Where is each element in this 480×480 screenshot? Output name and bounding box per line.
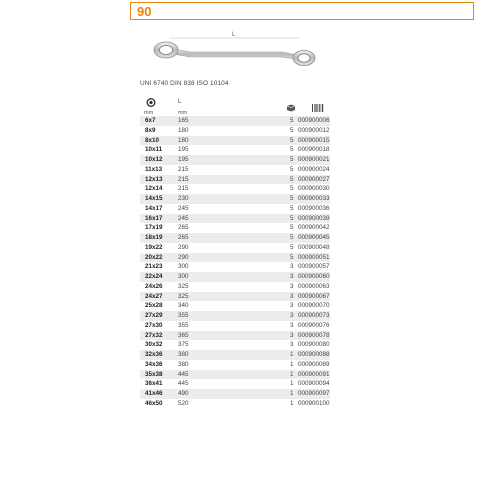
len-cell: 375 xyxy=(178,341,189,349)
table-row xyxy=(140,282,330,292)
code-cell: 000900018 xyxy=(298,146,330,154)
size-cell: 11x13 xyxy=(145,165,163,173)
size-cell: 10x11 xyxy=(145,146,163,154)
pack-cell: 1 xyxy=(290,360,294,368)
code-cell: 000900024 xyxy=(298,165,330,173)
size-cell: 8x10 xyxy=(145,136,160,144)
pack-cell: 1 xyxy=(290,390,294,397)
pack-cell: 3 xyxy=(290,282,294,290)
code-cell: 000900033 xyxy=(298,195,330,202)
pack-cell: 1 xyxy=(290,399,294,407)
len-cell: 325 xyxy=(178,292,189,300)
size-cell: 35x38 xyxy=(145,370,163,378)
pack-cell: 5 xyxy=(290,165,294,173)
length-dimension-label: L xyxy=(232,32,236,38)
len-cell: 195 xyxy=(178,156,189,163)
pack-cell: 5 xyxy=(290,136,294,144)
code-cell: 000900042 xyxy=(298,224,330,232)
table-row xyxy=(140,126,330,136)
len-cell: 490 xyxy=(178,390,189,397)
size-cell: 17x19 xyxy=(145,224,163,232)
product-header xyxy=(130,2,474,20)
table-row xyxy=(140,360,330,370)
package-icon xyxy=(286,104,296,112)
size-cell: 27x32 xyxy=(145,331,163,339)
table-row xyxy=(140,194,330,204)
table-row xyxy=(140,145,330,155)
code-cell: 000900088 xyxy=(298,351,330,358)
pack-cell: 3 xyxy=(290,321,294,329)
len-cell: 230 xyxy=(178,195,189,202)
table-row xyxy=(140,214,330,224)
code-cell: 000900048 xyxy=(298,243,330,251)
code-cell: 000900097 xyxy=(298,390,330,397)
len-cell: 445 xyxy=(178,370,189,378)
size-cell: 27x29 xyxy=(145,312,163,319)
len-cell: 340 xyxy=(178,302,189,310)
pack-cell: 1 xyxy=(290,380,294,388)
length-unit: mm xyxy=(178,110,188,116)
len-cell: 355 xyxy=(178,312,189,319)
code-cell: 000900078 xyxy=(298,331,330,339)
len-cell: 365 xyxy=(178,331,189,339)
code-cell: 000900080 xyxy=(298,341,330,349)
table-row xyxy=(140,292,330,302)
code-cell: 000900030 xyxy=(298,185,330,193)
pack-cell: 3 xyxy=(290,263,294,271)
table-row xyxy=(140,116,330,126)
size-cell: 25x28 xyxy=(145,302,163,310)
size-cell: 16x17 xyxy=(145,214,163,222)
size-cell: 24x27 xyxy=(145,292,163,300)
pack-cell: 5 xyxy=(290,234,294,241)
len-cell: 215 xyxy=(178,185,189,193)
len-cell: 300 xyxy=(178,273,189,280)
table-row xyxy=(140,350,330,360)
pack-cell: 5 xyxy=(290,214,294,222)
pack-cell: 3 xyxy=(290,292,294,300)
code-cell: 000900070 xyxy=(298,302,330,310)
size-cell: 24x26 xyxy=(145,282,163,290)
len-cell: 245 xyxy=(178,204,189,212)
table-row xyxy=(140,184,330,194)
table-row xyxy=(140,370,330,380)
pack-cell: 5 xyxy=(290,204,294,212)
table-row xyxy=(140,233,330,243)
pack-cell: 5 xyxy=(290,156,294,163)
code-cell: 000900076 xyxy=(298,321,330,329)
size-cell: 14x17 xyxy=(145,204,163,212)
code-cell: 000900091 xyxy=(298,370,330,378)
pack-cell: 3 xyxy=(290,331,294,339)
table-row xyxy=(140,340,330,350)
standards-text: UNI 6740 DIN 838 ISO 10104 xyxy=(140,80,229,87)
len-cell: 215 xyxy=(178,165,189,173)
table-row xyxy=(140,262,330,272)
size-cell: 12x14 xyxy=(145,185,163,193)
len-cell: 265 xyxy=(178,234,189,241)
wrench-size-icon xyxy=(146,98,156,107)
len-cell: 290 xyxy=(178,243,189,251)
table-row xyxy=(140,253,330,263)
code-cell: 000900089 xyxy=(298,360,330,368)
pack-cell: 5 xyxy=(290,185,294,193)
table-row xyxy=(140,165,330,175)
len-cell: 180 xyxy=(178,136,189,144)
code-cell: 000900051 xyxy=(298,253,330,261)
code-cell: 000900063 xyxy=(298,282,330,290)
pack-cell: 5 xyxy=(290,224,294,232)
size-cell: 18x19 xyxy=(145,234,163,241)
table-row xyxy=(140,175,330,185)
size-cell: 27x30 xyxy=(145,321,163,329)
code-cell: 000900015 xyxy=(298,136,330,144)
size-cell: 19x22 xyxy=(145,243,163,251)
pack-cell: 1 xyxy=(290,351,294,358)
product-table xyxy=(140,116,330,409)
code-cell: 000900021 xyxy=(298,156,330,163)
code-cell: 000900067 xyxy=(298,292,330,300)
size-cell: 8x9 xyxy=(145,126,156,134)
table-row xyxy=(140,321,330,331)
code-cell: 000900060 xyxy=(298,273,330,280)
pack-cell: 5 xyxy=(290,126,294,134)
table-row xyxy=(140,223,330,233)
code-cell: 000900045 xyxy=(298,234,330,241)
table-row xyxy=(140,311,330,321)
len-cell: 325 xyxy=(178,282,189,290)
table-row xyxy=(140,136,330,146)
size-cell: 12x13 xyxy=(145,175,163,183)
pack-cell: 3 xyxy=(290,341,294,349)
barcode-icon xyxy=(312,104,324,112)
code-cell: 000900039 xyxy=(298,214,330,222)
size-cell: 10x12 xyxy=(145,156,163,163)
pack-cell: 5 xyxy=(290,175,294,183)
len-cell: 195 xyxy=(178,146,189,154)
size-cell: 41x46 xyxy=(145,390,163,397)
size-cell: 36x41 xyxy=(145,380,163,388)
len-cell: 290 xyxy=(178,253,189,261)
size-cell: 22x24 xyxy=(145,273,163,280)
code-cell: 000900100 xyxy=(298,399,330,407)
table-row xyxy=(140,243,330,253)
table-row xyxy=(140,204,330,214)
code-cell: 000900036 xyxy=(298,204,330,212)
pack-cell: 5 xyxy=(290,195,294,202)
wrench-illustration xyxy=(150,26,320,76)
size-cell: 20x22 xyxy=(145,253,163,261)
code-cell: 000900012 xyxy=(298,126,330,134)
size-unit: mm xyxy=(144,110,154,116)
table-row xyxy=(140,155,330,165)
pack-cell: 3 xyxy=(290,273,294,280)
len-cell: 445 xyxy=(178,380,189,388)
len-cell: 520 xyxy=(178,399,189,407)
table-row xyxy=(140,331,330,341)
table-row xyxy=(140,399,330,409)
pack-cell: 3 xyxy=(290,302,294,310)
len-cell: 165 xyxy=(178,117,189,124)
size-cell: 21x23 xyxy=(145,263,163,271)
pack-cell: 5 xyxy=(290,243,294,251)
code-cell: 000900094 xyxy=(298,380,330,388)
size-cell: 14x15 xyxy=(145,195,163,202)
len-cell: 355 xyxy=(178,321,189,329)
size-cell: 46x50 xyxy=(145,399,163,407)
pack-cell: 5 xyxy=(290,117,294,124)
code-cell: 000900006 xyxy=(298,117,330,124)
len-cell: 380 xyxy=(178,351,189,358)
len-cell: 265 xyxy=(178,224,189,232)
len-cell: 300 xyxy=(178,263,189,271)
table-row xyxy=(140,272,330,282)
pack-cell: 1 xyxy=(290,370,294,378)
table-row xyxy=(140,301,330,311)
size-cell: 6x7 xyxy=(145,117,156,124)
pack-cell: 5 xyxy=(290,253,294,261)
len-cell: 380 xyxy=(178,360,189,368)
table-row xyxy=(140,379,330,389)
len-cell: 180 xyxy=(178,126,189,134)
table-row xyxy=(140,389,330,399)
size-cell: 30x32 xyxy=(145,341,163,349)
pack-cell: 3 xyxy=(290,312,294,319)
size-cell: 34x36 xyxy=(145,360,163,368)
code-cell: 000900057 xyxy=(298,263,330,271)
code-cell: 000900073 xyxy=(298,312,330,319)
length-column-label: L xyxy=(178,99,182,105)
code-cell: 000900027 xyxy=(298,175,330,183)
pack-cell: 5 xyxy=(290,146,294,154)
size-cell: 32x36 xyxy=(145,351,163,358)
len-cell: 215 xyxy=(178,175,189,183)
product-number: 90 xyxy=(137,4,152,19)
len-cell: 245 xyxy=(178,214,189,222)
